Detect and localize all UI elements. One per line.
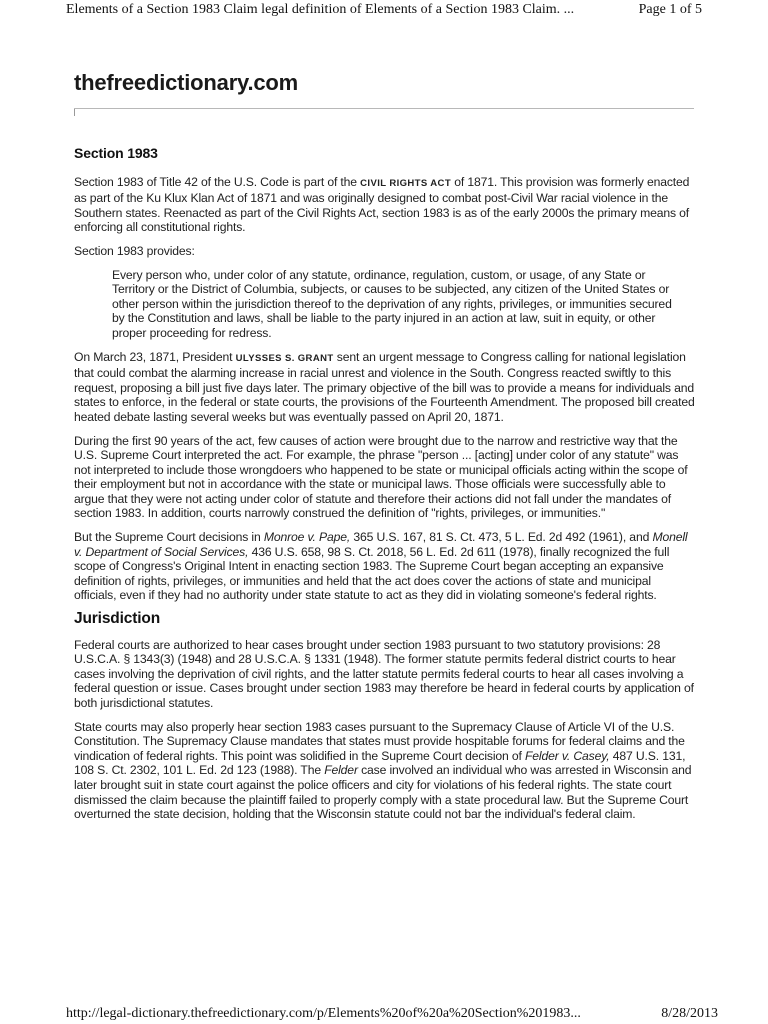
paragraph-provides: Section 1983 provides: — [74, 243, 195, 258]
paragraph-intro — [74, 175, 696, 235]
text-run: sent an urgent message to Congress calling for national legislation that could combat the alarming increase in racial unrest and violence in the South. Congress reacted swiftly to this request, proposing a bill just five days later. The primary objective of the bill was to provide a means for individuals and states to enforce, in the federal or state courts, the provisions of the Fourteenth Amendment. The proposed bill created heated debate lasting several weeks but was eventually passed on April 20, 1871. — [74, 349, 695, 424]
case-name-monroe: Monroe v. Pape, — [263, 530, 351, 545]
case-name-felder: Felder — [324, 763, 358, 778]
paragraph-first-90-years: During the first 90 years of the act, few causes of action were brought due to the narrow and restrictive way that the U.S. Supreme Court interpreted the act. For example, the phrase "person ... [acting] under color of any statute" was not interpreted to include those wrongdoers who happened to be state or municipal officials acting within the scope of their employment but not in accordance with the state or municipal laws. Those officials were successfully able to argue that they were not acting under color of statute and therefore their actions did not fall under the mandates of section 1983. In addition, courts narrowly construed the definition of "rights, privileges, or immunities." — [74, 433, 688, 521]
print-header-title: Elements of a Section 1983 Claim legal definition of Elements of a Section 1983 Claim. ... — [66, 2, 575, 17]
site-title: thefreedictionary.com — [74, 70, 299, 95]
section-heading-section-1983: Section 1983 — [74, 145, 158, 161]
text-run: Section 1983 of Title 42 of the U.S. Code is part of the — [74, 174, 361, 189]
text-run: 487 U.S. 131, 108 S. Ct. 2302, 101 L. Ed. 2d 123 (1988). The — [74, 748, 686, 778]
link-ulysses-s-grant[interactable]: ULYSSES S. GRANT — [235, 352, 334, 364]
footer-url: http://legal-dictionary.thefreedictionary.com/p/Elements%20of%20a%20Section%201983... — [66, 1006, 581, 1021]
print-footer — [66, 1004, 718, 1024]
text-run: 365 U.S. 167, 81 S. Ct. 473, 5 L. Ed. 2d 492 (1961), and — [350, 530, 653, 545]
paragraph-state-courts — [74, 720, 696, 822]
divider-tick — [74, 109, 75, 116]
paragraph-history — [74, 350, 696, 425]
case-name-felder-v-casey: Felder v. Casey, — [525, 748, 610, 763]
text-run: of 1871. This provision was formerly enacted as part of the Ku Klux Klan Act of 1871 and was originally designed to combat post-Civil War racial violence in the Southern states. Reenacted as part of the Civil Rights Act, section 1983 is as of the early 2000s the primary means of enforcing all constitutional rights. — [74, 174, 690, 235]
text-run: State courts may also properly hear section 1983 cases pursuant to the Supremacy Clause of Article VI of the U.S. Constitution. The Supremacy Clause mandates that states must provide hospitable forums for federal claims and the vindication of federal rights. This point was solidified in the Supreme Court decision of — [74, 719, 685, 763]
footer-date: 8/28/2013 — [661, 1006, 718, 1021]
section-heading-jurisdiction: Jurisdiction — [74, 610, 161, 628]
article-body — [74, 146, 696, 831]
title-divider — [74, 108, 694, 109]
print-header — [66, 0, 702, 22]
text-run: On March 23, 1871, President — [74, 349, 236, 364]
link-civil-rights-act[interactable]: CIVIL RIGHTS ACT — [360, 177, 452, 189]
paragraph-supreme-court — [74, 530, 696, 603]
paragraph-federal-courts: Federal courts are authorized to hear cases brought under section 1983 pursuant to two statutory provisions: 28 U.S.C.A. § 1343(3) (1948) and 28 U.S.C.A. § 1331 (1948). The former statute permits federal district courts to hear cases involving the deprivation of civil rights, and the latter statute permits federal courts to hear all cases involving a federal question or issue. Cases brought under section 1983 may therefore be heard in federal courts by application of both jurisdictional statutes. — [74, 637, 694, 710]
statute-quote: Every person who, under color of any statute, ordinance, regulation, custom, or usage, of any State or Territory or the District of Columbia, subjects, or causes to be subjected, any citizen of the United States or other person within the jurisdiction thereof to the deprivation of any rights, privileges, or immunities secured by the Constitution and laws, shall be liable to the party injured in an action at law, suit in equity, or other proper proceeding for redress. — [112, 267, 672, 340]
case-name-monell: Monell v. Department of Social Services, — [74, 530, 688, 559]
text-run: But the Supreme Court decisions in — [74, 530, 264, 545]
text-run: 436 U.S. 658, 98 S. Ct. 2018, 56 L. Ed. 2d 611 (1978), finally recognized the full scope of Congress's Original Intent in enacting section 1983. The Supreme Court began accepting an expansive definition of rights, privileges, or immunities and held that the act does cover the actions of state and municipal officials, even if they had no authority under state statute to act as they did in violating someone's federal rights. — [74, 544, 670, 603]
text-run: case involved an individual who was arrested in Wisconsin and later brought suit in state court against the police officers and city for violations of his federal rights. The state court dismissed the claim because the plaintiff failed to properly comply with a state procedural law. But the Supreme Court overturned the state decision, holding that the Wisconsin statute could not bar the individual's federal claim. — [74, 763, 692, 822]
page-number: Page 1 of 5 — [638, 2, 702, 17]
